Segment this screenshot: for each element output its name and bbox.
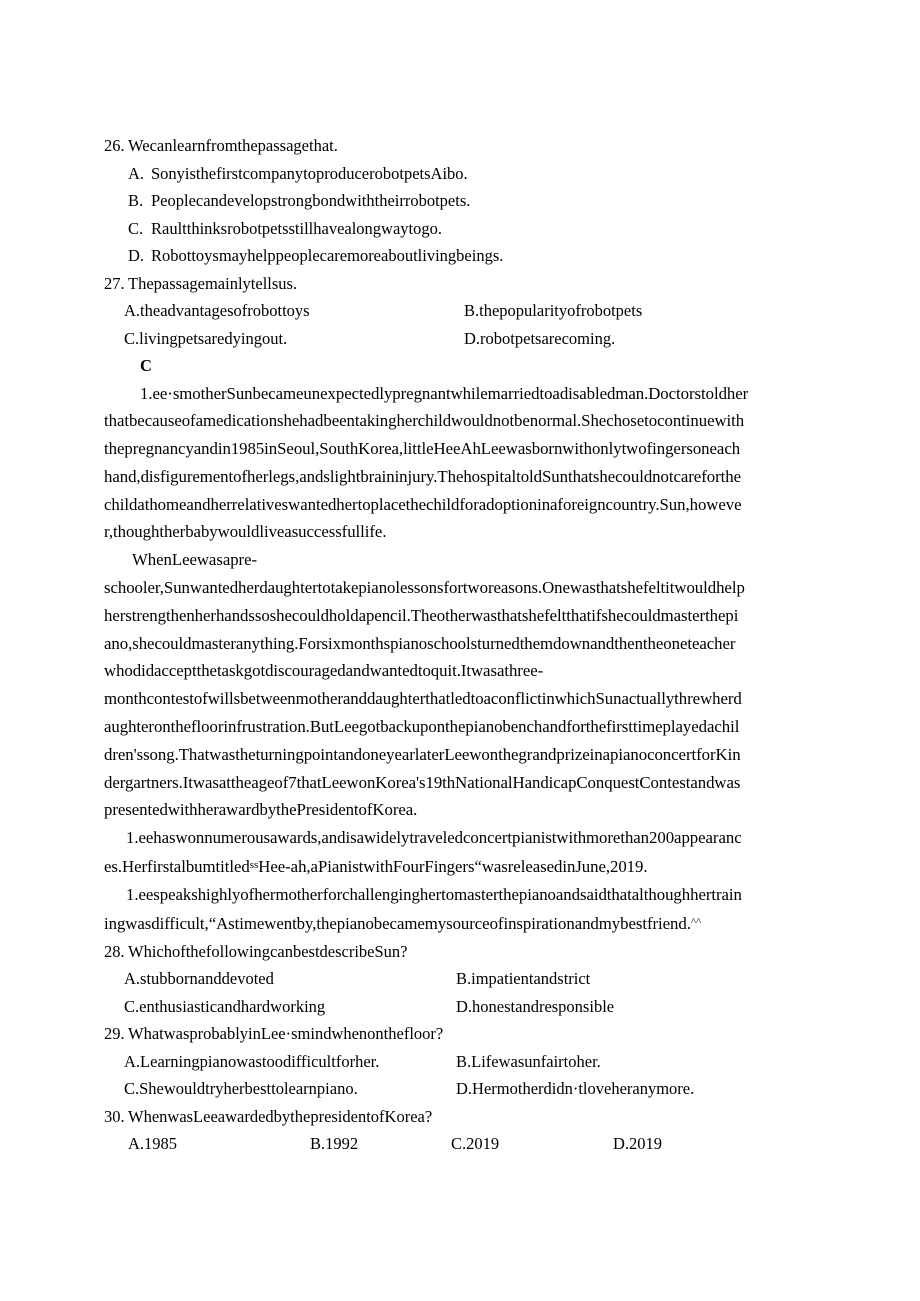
section-marker-c: C <box>140 356 152 375</box>
question-26-text: Wecanlearnfromthepassagethat. <box>128 136 338 155</box>
question-27-stem <box>104 270 818 298</box>
passage-text-segment: es.Herfirstalbumtitled <box>104 857 250 877</box>
question-27-option-row-2 <box>124 325 818 353</box>
question-28-option-d[interactable]: D.honestandresponsible <box>456 996 615 1016</box>
question-26-option-c[interactable] <box>104 215 818 243</box>
question-27-option-row-1 <box>124 297 818 325</box>
passage-line: WhenLeewasapre- <box>132 550 258 570</box>
question-30-number: 30. <box>104 1106 125 1126</box>
passage-line: monthcontestofwillsbetweenmotheranddaughterthatledtoaconflictinwhichSunactuallythrewherd <box>104 689 742 709</box>
question-26-option-d[interactable] <box>104 242 818 270</box>
question-27 <box>104 270 818 353</box>
question-27-options <box>104 297 818 352</box>
question-28-stem <box>104 938 818 966</box>
question-29-text: WhatwasprobablyinLee·smindwhenonthefloor? <box>128 1024 444 1044</box>
option-text: Peoplecandevelopstrongbondwiththeirrobotpets. <box>151 191 471 210</box>
reading-passage <box>104 380 818 938</box>
question-29 <box>104 1020 818 1103</box>
question-28 <box>104 938 818 1021</box>
question-28-option-c[interactable]: C.enthusiasticandhardworking <box>124 996 326 1016</box>
passage-line: whodidacceptthetaskgotdiscouragedandwantedtoquit.Itwasathree- <box>104 661 544 681</box>
question-28-text: WhichofthefollowingcanbestdescribeSun? <box>128 941 408 961</box>
passage-line: presentedwithherawardbythePresidentofKorea. <box>104 800 418 820</box>
passage-line: 1.eespeakshighlyofhermotherforchallenginghertomasterthepianoandsaidthatalthoughhertrain <box>126 885 742 905</box>
passage-line: childathomeandherrelativeswantedhertoplacethechildforadoptioninaforeigncountry.Sun,howeve <box>104 494 742 514</box>
question-29-options <box>104 1048 818 1103</box>
question-29-option-row-2 <box>124 1075 818 1103</box>
question-29-option-row-1 <box>124 1048 818 1076</box>
option-letter: D. <box>128 246 145 265</box>
question-30-option-a[interactable]: A.1985 <box>128 1134 178 1154</box>
question-30 <box>104 1103 818 1158</box>
question-26 <box>104 132 818 270</box>
passage-line: schooler,Sunwantedherdaughtertotakepianolessonsfortworeasons.Onewasthatshefeltitwouldhelp <box>104 578 745 598</box>
question-29-stem <box>104 1020 818 1048</box>
question-29-option-d[interactable]: D.Hermotherdidn·tloveheranymore. <box>456 1079 695 1099</box>
question-27-option-c[interactable]: C.livingpetsaredyingout. <box>124 328 288 348</box>
question-30-option-c[interactable]: C.2019 <box>451 1134 500 1154</box>
question-27-text: Thepassagemainlytellsus. <box>128 273 298 293</box>
option-letter: B. <box>128 191 144 210</box>
question-26-number: 26. <box>104 136 125 155</box>
caret-glyph: ^^ <box>690 915 702 928</box>
passage-line: 1.ee·smotherSunbecameunexpectedlypregnantwhilemarriedtoadisabledman.Doctorstoldher <box>140 383 749 403</box>
passage-line: thepregnancyandin1985inSeoul,SouthKorea,littleHeeAhLeewasbornwithonlytwofingersoneach <box>104 439 741 459</box>
question-27-option-a[interactable]: A.theadvantagesofrobottoys <box>124 301 310 320</box>
question-28-option-b[interactable]: B.impatientandstrict <box>456 969 591 989</box>
passage-text-segment: ingwasdifficult,“Astimewentby,thepianobecamemysourceofinspirationandmybestfriend. <box>104 913 691 933</box>
question-28-option-row-2 <box>124 993 818 1021</box>
question-28-option-a[interactable]: A.stubbornanddevoted <box>124 969 274 989</box>
question-30-options <box>104 1130 818 1158</box>
passage-line: dergartners.Itwasattheageof7thatLeewonKorea's19thNationalHandicapConquestContestandwas <box>104 772 741 792</box>
page-content <box>104 132 818 1158</box>
question-30-stem <box>104 1103 818 1131</box>
passage-line: r,thoughtherbabywouldliveasuccessfullife. <box>104 522 387 542</box>
question-29-number: 29. <box>104 1024 125 1044</box>
passage-line <box>104 909 818 938</box>
question-30-option-b[interactable]: B.1992 <box>310 1134 359 1154</box>
question-26-option-a[interactable] <box>104 160 818 188</box>
question-30-option-d[interactable]: D.2019 <box>613 1134 663 1154</box>
question-27-number: 27. <box>104 273 125 293</box>
question-29-option-b[interactable]: B.Lifewasunfairtoher. <box>456 1051 601 1071</box>
question-27-option-d[interactable]: D.robotpetsarecoming. <box>464 328 616 348</box>
question-26-stem <box>104 132 818 160</box>
question-28-number: 28. <box>104 941 125 961</box>
question-28-options <box>104 965 818 1020</box>
question-29-option-a[interactable]: A.Learningpianowastoodifficultforher. <box>124 1051 380 1071</box>
passage-line: herstrengthenherhandssoshecouldholdapencil.Theotherwasthatshefeltthatifshecouldmasterthepi <box>104 605 739 625</box>
option-text: Robottoysmayhelppeoplecaremoreaboutlivingbeings. <box>151 246 504 265</box>
question-29-option-c[interactable]: C.Shewouldtryherbesttolearnpiano. <box>124 1079 358 1099</box>
passage-line: ano,shecouldmasteranything.Forsixmonthspianoschoolsturnedthemdownandthentheoneteacher <box>104 633 736 653</box>
passage-line: hand,disfigurementofherlegs,andslightbraininjury.ThehospitaltoldSunthatshecouldnotcareforthe <box>104 466 741 486</box>
question-28-option-row-1 <box>124 965 818 993</box>
passage-line: thatbecauseofamedicationshehadbeentakingherchildwouldnotbenormal.Shechosetocontinuewith <box>104 411 745 431</box>
passage-line <box>104 852 818 881</box>
passage-line: aughteronthefloorinfrustration.ButLeegotbackuponthepianobenchandforthefirsttimeplayedachil <box>104 717 740 737</box>
passage-line: dren'ssong.ThatwastheturningpointandoneyearlaterLeewonthegrandprizeinapianoconcertforKin <box>104 744 741 764</box>
passage-text-segment: Hee-ah,aPianistwithFourFingers“wasreleasedinJune,2019. <box>258 857 648 877</box>
passage-line: 1.eehaswonnumerousawards,andisawidelytraveledconcertpianistwithmorethan200appearanc <box>126 828 742 848</box>
option-letter: A. <box>128 163 145 183</box>
question-30-text: WhenwasLeeawardedbythepresidentofKorea? <box>128 1106 433 1126</box>
quote-glyph: ss <box>249 859 259 872</box>
question-26-options <box>104 160 818 270</box>
option-text: Raultthinksrobotpetsstillhavealongwaytogo. <box>151 218 443 238</box>
question-27-option-b[interactable]: B.thepopularityofrobotpets <box>464 301 643 320</box>
option-letter: C. <box>128 218 144 238</box>
question-26-option-b[interactable] <box>104 187 818 215</box>
option-text: SonyisthefirstcompanytoproducerobotpetsAibo. <box>151 163 468 183</box>
